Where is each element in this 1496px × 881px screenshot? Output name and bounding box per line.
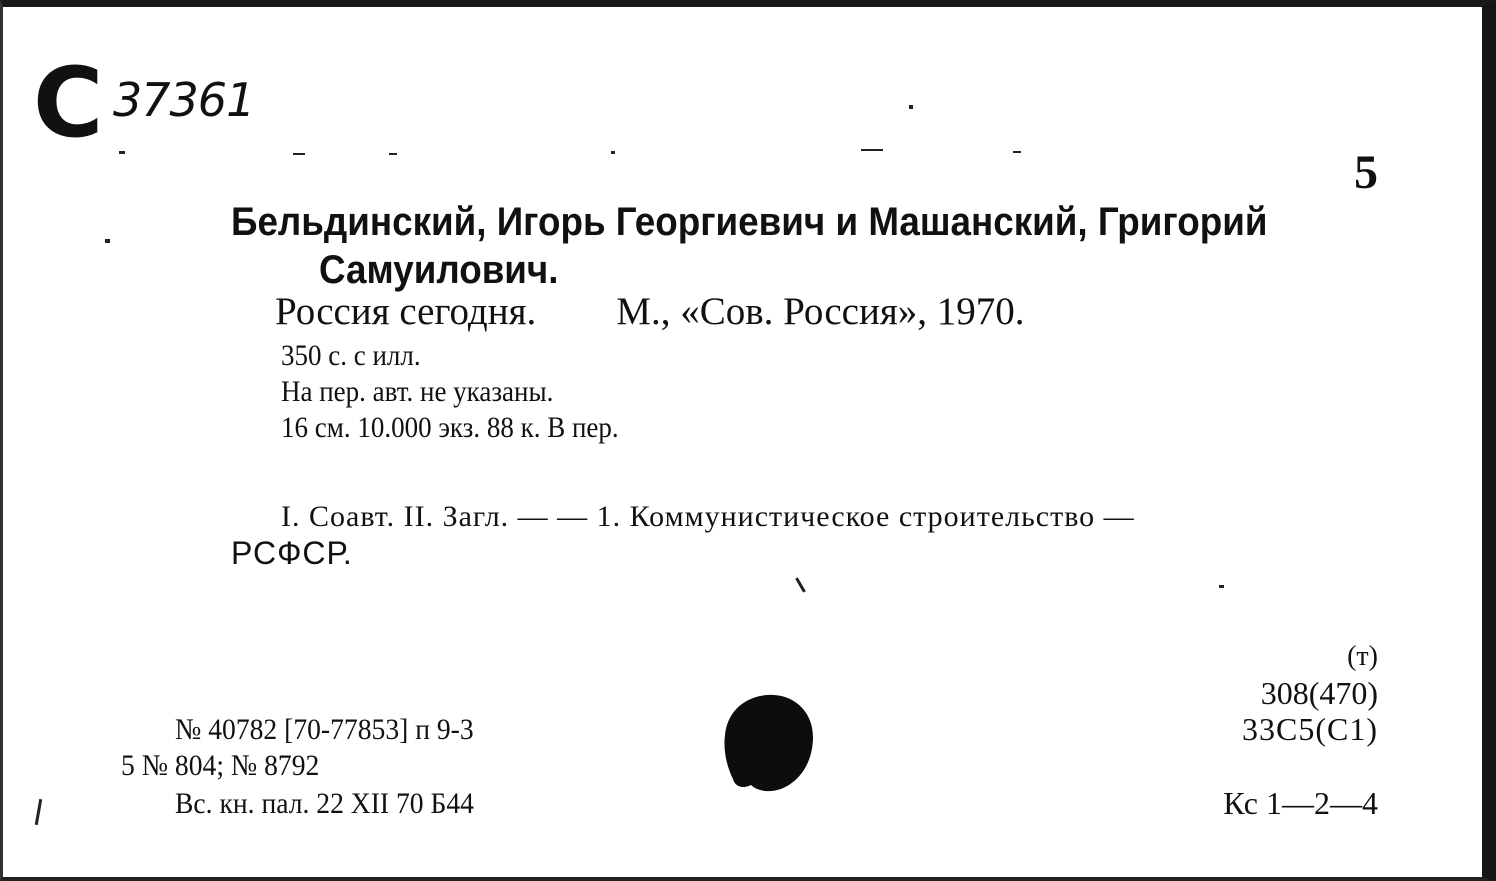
collation-note: На пер. авт. не указаны. (281, 375, 554, 408)
call-number-digits: 37361 (113, 73, 255, 127)
author-heading: Бельдинский, Игорь Георгиевич и Машанский, Григорий (231, 200, 1268, 244)
order-numbers: 5 № 804; № 8792 (121, 749, 320, 782)
card-number: 5 (1354, 146, 1378, 199)
ink-blot (721, 691, 815, 795)
tracing-line: I. Соавт. II. Загл. — — 1. Коммунистическое строительство — (281, 500, 1135, 533)
scan-speck (611, 151, 615, 154)
title-line (275, 289, 1025, 335)
udc-index: 308(470) (1260, 675, 1378, 711)
scan-speck (35, 799, 42, 825)
registration-number: № 40782 [70-77853] п 9-3 (175, 713, 474, 746)
card-set-code: Кс 1—2—4 (1223, 785, 1378, 821)
bbk-index: 33С5(С1) (1242, 711, 1378, 747)
call-number-letter: С (33, 47, 102, 159)
call-number-stamp (33, 47, 293, 159)
imprint: М., «Сов. Россия», 1970. (616, 290, 1025, 333)
classification-mark: (т) (1347, 641, 1378, 672)
scan-speck (293, 153, 305, 155)
author-heading-continuation: Самуилович. (319, 248, 559, 292)
collation-pages: 350 с. с илл. (281, 339, 421, 372)
scan-speck (105, 239, 110, 243)
scan-speck (795, 577, 806, 592)
scan-speck (1219, 585, 1224, 588)
tracing-continuation: РСФСР. (231, 535, 353, 571)
collation-size-price: 16 см. 10.000 экз. 88 к. В пер. (281, 411, 619, 444)
book-title: Россия сегодня. (275, 290, 537, 333)
scan-speck (909, 105, 913, 109)
scan-speck (119, 151, 125, 154)
scan-speck (1013, 151, 1021, 153)
scan-speck (389, 153, 397, 155)
chamber-imprint: Вс. кн. пал. 22 XII 70 Б44 (175, 787, 474, 820)
scan-speck (861, 149, 883, 151)
